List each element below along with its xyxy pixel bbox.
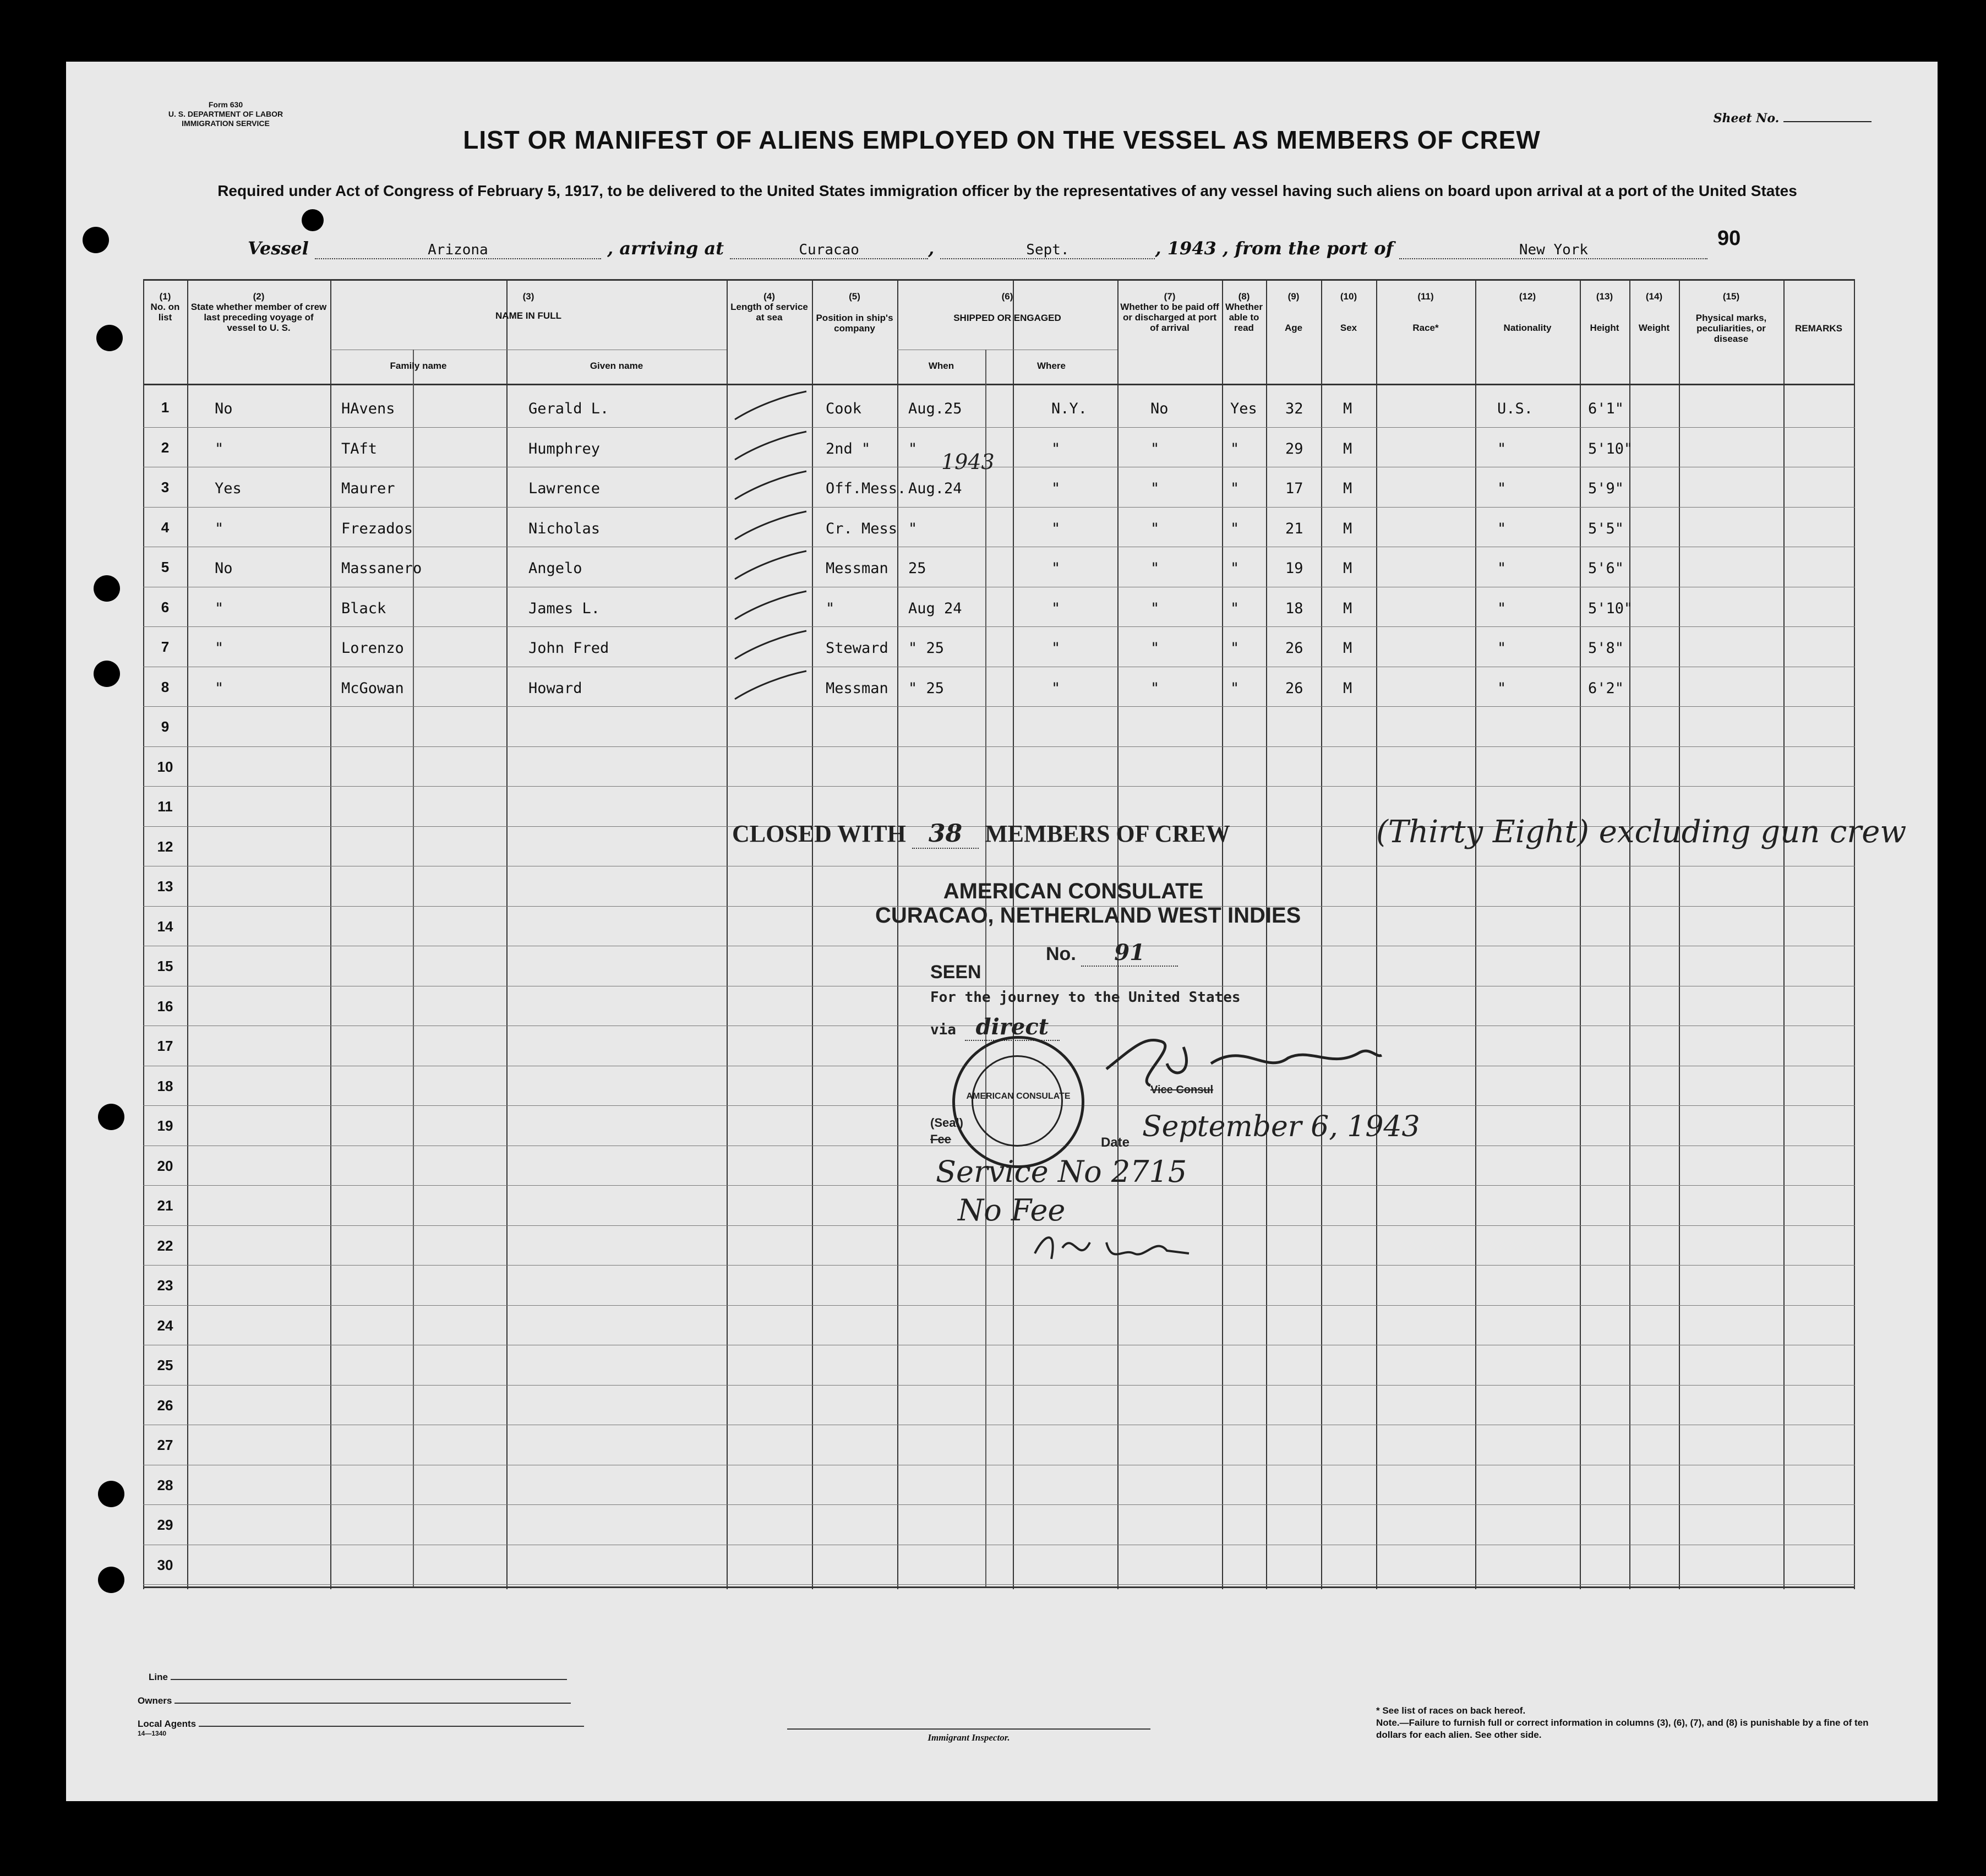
shipped-where-cell: " [1051,480,1061,497]
document-subtitle: Required under Act of Congress of February 5, 1917, to be delivered to the United States immigration officer by the representatives of any vessel having such aliens on board upon arrival at a port of the United States [217,182,1797,199]
row-number: 22 [157,1237,173,1254]
family-name-cell: Maurer [341,480,395,497]
col-header-family: Family name [390,361,447,371]
row-number: 2 [161,439,170,456]
row-number: 6 [161,598,170,615]
col-divider [506,279,508,1589]
name-subcolumn-divider [413,350,414,1586]
family-name-cell: Black [341,599,386,617]
service-length-slash [729,389,812,422]
col-divider [1854,279,1855,1589]
row-rule [143,746,1855,747]
height-cell: 5'8" [1588,640,1624,657]
able-to-read-cell: " [1230,560,1240,577]
service-length-slash [729,669,812,702]
age-cell: 29 [1285,440,1303,457]
closed-prefix: CLOSED WITH [732,820,906,847]
agents-code: 14—1340 [138,1730,167,1737]
family-name-cell: HAvens [341,400,395,417]
given-name-cell: Nicholas [528,520,601,537]
height-cell: 5'6" [1588,560,1624,577]
age-cell: 17 [1285,480,1303,497]
col-divider [1321,279,1322,1589]
position-cell: 2nd " [826,440,871,457]
sex-cell: M [1343,400,1352,417]
shipped-when-cell: " 25 [908,640,945,657]
shipped-where-cell: " [1051,520,1061,537]
consulate-name: AMERICAN CONSULATE [943,879,1204,903]
service-name: IMMIGRATION SERVICE [182,119,270,128]
row-number: 13 [157,878,173,895]
consulate-stamp-header [875,879,1301,928]
shipped-where-cell: N.Y. [1051,400,1088,417]
row-number: 16 [157,997,173,1015]
row-number: 27 [157,1437,173,1453]
row-number: 14 [157,918,173,935]
col-header-12 [1476,291,1579,333]
col-divider [330,279,331,1589]
shipped-where-cell: " [1051,560,1061,577]
agents-blank [199,1726,584,1727]
clerk-signature [1029,1226,1205,1270]
line-blank [171,1679,567,1680]
col-header-6 [898,291,1116,323]
given-name-cell: Lawrence [528,480,601,497]
col-divider [187,279,188,1589]
shipped-where-cell: " [1051,440,1061,457]
able-to-read-cell: " [1230,480,1240,497]
form-number: Form 630 [208,100,243,109]
height-cell: 5'5" [1588,520,1624,537]
punch-hole [94,661,120,687]
sex-cell: M [1343,560,1352,577]
row-number: 3 [161,479,170,495]
vessel-line: Vessel Arizona , arriving at Curacao , Sept. , 1943 , from the port of New York [248,238,1844,265]
col-header-5 [813,291,896,334]
via-line [930,1014,1060,1040]
sex-cell: M [1343,520,1352,537]
vessel-label: Vessel [248,238,309,259]
row-rule [143,1504,1855,1505]
row-number: 1 [161,399,170,416]
row-number: 19 [157,1117,173,1134]
sex-cell: M [1343,679,1352,697]
given-name-cell: Angelo [528,560,582,577]
col-num: (7) [1164,291,1176,302]
form-identifier [143,100,308,128]
row-number: 11 [157,798,173,815]
col-num: (8) [1238,291,1250,302]
col-divider [1679,279,1680,1589]
height-cell: 5'9" [1588,480,1624,497]
col-header-remarks [1785,291,1853,334]
punch-hole [83,227,109,253]
punch-hole [96,325,123,351]
note-label: Note. [1376,1717,1400,1728]
nationality-cell: " [1497,520,1507,537]
service-number: Service No 2715 [936,1154,1187,1189]
consulate-number [1046,940,1178,966]
service-length-slash [729,629,812,662]
via-label: via [930,1022,956,1038]
given-name-cell: John Fred [528,640,609,657]
previous-voyage-cell: Yes [215,480,242,497]
seal-text: AMERICAN CONSULATE [966,1092,1071,1101]
shipped-when-cell: Aug.25 [908,400,962,417]
col-divider [1783,279,1785,1589]
given-name-cell: James L. [528,599,601,617]
arrival-year: 1943 [1167,238,1216,259]
col-label: Position in ship's company [816,313,893,334]
paid-off-cell: " [1150,640,1160,657]
col-divider [1013,279,1014,1589]
age-cell: 21 [1285,520,1303,537]
footer-line [149,1672,567,1683]
row-rule [143,1265,1855,1266]
col-divider [727,279,728,1589]
paid-off-cell: " [1150,480,1160,497]
consulate-number-label: No. [1046,944,1076,964]
able-to-read-cell: " [1230,599,1240,617]
consulate-location: CURACAO, NETHERLAND WEST INDIES [875,903,1301,928]
col-label: State whether member of crew last preceding voyage of vessel to U. S. [190,302,327,333]
department-name: U. S. DEPARTMENT OF LABOR [168,110,283,118]
shipped-subcolumn-divider [985,350,986,1586]
shipped-when-cell: " [908,440,918,457]
paid-off-cell: " [1150,560,1160,577]
sheet-number-blank [1783,111,1872,122]
consulate-seal [952,1036,1084,1168]
height-cell: 5'10" [1588,599,1633,617]
col-divider [1266,279,1267,1589]
age-cell: 19 [1285,560,1303,577]
paid-off-cell: No [1150,400,1169,417]
row-rule [143,626,1855,627]
col-label: Nationality [1503,323,1552,333]
consulate-number-value: 91 [1081,940,1178,967]
manifest-sheet [66,62,1938,1801]
col-header-when: When [928,361,954,371]
col-label: Weight [1638,323,1670,333]
previous-voyage-cell: No [215,400,233,417]
service-length-slash [729,509,812,542]
nationality-cell: U.S. [1497,400,1534,417]
paid-off-cell: " [1150,599,1160,617]
departure-port: New York [1399,242,1707,259]
consul-signature [1101,1030,1387,1091]
position-cell: Off.Mess. [826,480,907,497]
closed-handwritten-note: (Thirty Eight) excluding gun crew [1376,814,1907,850]
col-divider [897,279,898,1589]
closed-with-stamp [732,820,1230,848]
row-number: 30 [157,1556,173,1573]
row-number: 4 [161,519,170,536]
table-top-rule [143,279,1855,281]
punch-hole [98,1104,124,1130]
service-length-slash [729,589,812,622]
col-header-where: Where [1037,361,1066,371]
position-cell: Cr. Mess [826,520,898,537]
shipped-where-cell: " [1051,679,1061,697]
crew-table [143,279,1907,1589]
col-num: (14) [1645,291,1663,302]
position-cell: Cook [826,400,862,417]
row-number: 10 [157,758,173,775]
position-cell: Messman [826,679,888,697]
service-length-slash [729,429,812,462]
col-num: (4) [763,291,775,302]
col-label: Physical marks, peculiarities, or disease [1695,313,1767,344]
col-num: (1) [159,291,171,302]
shipped-when-cell: " 25 [908,679,945,697]
col-num: (6) [1001,291,1013,302]
service-length-slash [729,469,812,502]
paid-off-cell: " [1150,520,1160,537]
family-name-cell: McGowan [341,679,404,697]
col-num: (10) [1340,291,1357,302]
col-label: Height [1590,323,1619,333]
able-to-read-cell: Yes [1230,400,1257,417]
via-value: direct [965,1014,1060,1041]
row-number: 21 [157,1197,173,1214]
col-label: Whether able to read [1225,302,1263,333]
nationality-cell: " [1497,560,1507,577]
owners-label: Owners [138,1695,172,1706]
sex-cell: M [1343,640,1352,657]
col-header-15 [1680,291,1782,344]
col-header-given: Given name [590,361,643,371]
height-cell: 6'1" [1588,400,1624,417]
list-number: 90 [1717,227,1741,250]
shipped-where-cell: " [1051,640,1061,657]
row-number: 25 [157,1357,173,1373]
row-number: 15 [157,958,173,974]
col-divider [1376,279,1377,1589]
sex-cell: M [1343,440,1352,457]
row-rule [143,1584,1855,1585]
row-number: 26 [157,1397,173,1414]
col-divider [1475,279,1476,1589]
arriving-label: , arriving at [607,238,724,259]
footer-owners [138,1695,571,1706]
vessel-name: Arizona [315,242,601,259]
previous-voyage-cell: No [215,560,233,577]
owners-blank [174,1703,571,1704]
closed-suffix: MEMBERS OF CREW [985,820,1230,847]
col-num: (3) [522,291,534,302]
col-header-8 [1223,291,1265,333]
line-label: Line [149,1672,168,1682]
punch-hole [94,575,120,602]
footer-agents [138,1719,584,1737]
family-name-cell: Lorenzo [341,640,404,657]
col-num: (13) [1596,291,1613,302]
col-label: No. on list [150,302,180,323]
able-to-read-cell: " [1230,440,1240,457]
row-rule [143,706,1855,707]
height-cell: 5'10" [1588,440,1633,457]
row-number: 18 [157,1077,173,1094]
no-fee-note: No Fee [958,1193,1066,1228]
shipped-where-cell: " [1051,599,1061,617]
inspector-label: Immigrant Inspector. [927,1732,1010,1743]
arriving-port: Curacao [730,242,928,259]
col-label: Sex [1340,323,1357,333]
family-name-cell: TAft [341,440,378,457]
footer-notes [1376,1705,1872,1741]
date-value: September 6, 1943 [1142,1110,1420,1143]
when-year-note: 1943 [941,450,995,474]
shipped-when-cell: Aug.24 [908,480,962,497]
position-cell: Messman [826,560,888,577]
col-num: (2) [253,291,265,302]
row-number: 23 [157,1277,173,1294]
sheet-number-label: Sheet No. [1713,111,1780,126]
col-divider [1629,279,1630,1589]
journey-label: For the journey to the United States [930,989,1241,1006]
sheet-number [1714,111,1872,126]
previous-voyage-cell: " [215,640,224,657]
able-to-read-cell: " [1230,679,1240,697]
vice-consul-label: Vice Consul [1150,1084,1214,1096]
col-header-10 [1322,291,1375,333]
previous-voyage-cell: " [215,679,224,697]
previous-voyage-cell: " [215,440,224,457]
col-label: SHIPPED OR ENGAGED [953,313,1061,323]
row-number: 24 [157,1317,173,1334]
col-header-2 [188,291,329,333]
col-label: Whether to be paid off or discharged at port of arrival [1120,302,1219,333]
row-number: 5 [161,559,170,575]
col-header-13 [1581,291,1628,333]
row-number: 7 [161,639,170,655]
col-num: (12) [1519,291,1536,302]
row-number: 12 [157,838,173,855]
col-num: (9) [1287,291,1300,302]
row-rule [143,786,1855,787]
able-to-read-cell: " [1230,520,1240,537]
punch-hole [98,1567,124,1593]
given-name-cell: Gerald L. [528,400,609,417]
age-cell: 26 [1285,640,1303,657]
able-to-read-cell: " [1230,640,1240,657]
col-header-14 [1630,291,1678,333]
paid-off-cell: " [1150,440,1160,457]
race-note: * See list of races on back hereof. [1376,1705,1526,1716]
shipped-when-cell: 25 [908,560,926,577]
shipped-when-cell: " [908,520,918,537]
table-bottom-rule [143,1586,1855,1588]
inspector-signature-line [787,1728,1150,1730]
agents-label: Local Agents [138,1719,197,1729]
col-divider [1222,279,1223,1589]
age-cell: 32 [1285,400,1303,417]
punch-hole [302,209,324,231]
col-header-1 [143,291,187,323]
nationality-cell: " [1497,440,1507,457]
col-num: (11) [1417,291,1434,302]
row-rule [143,1305,1855,1306]
date-label: Date [1101,1135,1130,1150]
punch-hole [98,1481,124,1507]
document-title: LIST OR MANIFEST OF ALIENS EMPLOYED ON THE VESSEL AS MEMBERS OF CREW [463,126,1541,154]
row-number: 20 [157,1157,173,1174]
col-header-3 [331,291,725,321]
position-cell: " [826,599,835,617]
family-name-cell: Frezados [341,520,413,537]
service-length-slash [729,549,812,582]
note-text: —Failure to furnish full or correct information in columns (3), (6), (7), and (8) is punishable by a fine of ten dollars for each alien. See other side. [1376,1717,1869,1740]
col-header-9 [1267,291,1320,333]
col-num: (5) [849,291,860,302]
from-label: , from the port of [1222,238,1394,259]
col-label: REMARKS [1795,323,1842,334]
nationality-cell: " [1497,480,1507,497]
col-num: (15) [1722,291,1740,302]
arrival-month: Sept. [940,242,1155,259]
fee-label: Fee [930,1132,951,1146]
seen-label: SEEN [930,962,981,983]
col-divider [1117,279,1119,1589]
row-number: 9 [161,718,170,735]
row-number: 8 [161,678,170,695]
paid-off-cell: " [1150,679,1160,697]
col-header-11 [1377,291,1474,333]
age-cell: 18 [1285,599,1303,617]
col-divider [1580,279,1581,1589]
col-header-4 [728,291,811,323]
col-divider [143,279,144,1589]
col-divider [812,279,813,1589]
given-name-cell: Humphrey [528,440,601,457]
position-cell: Steward [826,640,888,657]
shipped-when-cell: Aug 24 [908,599,962,617]
previous-voyage-cell: " [215,599,224,617]
row-rule [143,507,1855,508]
penalty-note [1376,1717,1872,1741]
previous-voyage-cell: " [215,520,224,537]
row-number: 17 [157,1038,173,1054]
row-number: 28 [157,1476,173,1493]
seal-label: (Seal) [930,1116,963,1130]
col-label: Length of service at sea [730,302,808,323]
nationality-cell: " [1497,679,1507,697]
given-name-cell: Howard [528,679,582,697]
col-header-7 [1119,291,1221,333]
closed-count: 38 [912,820,979,849]
family-name-cell: Massanero [341,560,422,577]
row-number: 29 [157,1517,173,1533]
col-label: Age [1284,323,1303,333]
height-cell: 6'2" [1588,679,1624,697]
col-label: Race* [1412,323,1439,333]
nationality-cell: " [1497,640,1507,657]
nationality-cell: " [1497,599,1507,617]
col-label: NAME IN FULL [495,310,561,321]
age-cell: 26 [1285,679,1303,697]
sex-cell: M [1343,599,1352,617]
header-bottom-rule [143,384,1855,385]
sex-cell: M [1343,480,1352,497]
row-rule [143,1385,1855,1386]
row-rule [143,427,1855,428]
